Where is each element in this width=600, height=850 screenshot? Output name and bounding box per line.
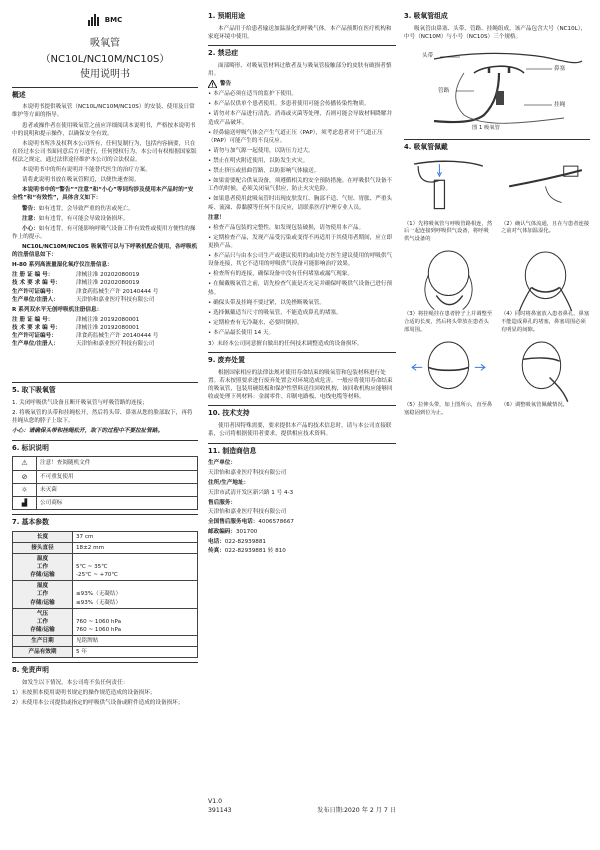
wearing-step-3 <box>404 247 493 335</box>
device-h80 <box>12 261 198 304</box>
figure-1-caption: 图 1 吸氧管 <box>472 125 500 132</box>
manufacturer-block <box>208 459 396 557</box>
doc-subtitle: 使用说明书 <box>80 69 130 80</box>
removal-heading: 5. 取下吸氧管 <box>12 382 198 396</box>
disclaimer-item-1: 1）未按照本使用说明书规定的操作规范造成的设备损坏； <box>12 690 156 697</box>
mf-line: 天津怡和嘉业医疗科技有限公司 <box>208 470 287 477</box>
mf-line: 电话：022-82939881 <box>208 538 266 545</box>
logo-bars-icon <box>88 14 102 26</box>
manufacturer-heading: 11. 制造商信息 <box>208 443 396 457</box>
column-middle <box>208 8 396 557</box>
disclaimer-intro: 如发生以下情况，本公司将不负任何责任： <box>22 680 129 687</box>
symbol-text: 公司商标 <box>37 496 198 509</box>
column-left <box>12 8 198 709</box>
table-row <box>13 496 198 509</box>
warning-item: • 禁止挤压或扭曲管路，以防影响气体输送。 <box>208 168 320 175</box>
disclaimer-item-2: 2）未使用本公司提供或指定的呼吸供气设备或附件造成的设备损坏； <box>12 700 184 707</box>
warning-icon: ⚠ <box>13 457 37 470</box>
warning-item: • 如果患者使用此吸氧管时出现皮肤发红、胸部不适、气短、胃胀、严重头疼、流涕、鼻黏膜等任何不良反应，请联系医疗护理专业人员。 <box>208 196 393 211</box>
symbol-text: 不可重复使用 <box>37 470 198 483</box>
note-item: • 检查产品包装的完整性，如发现包装破损，请勿使用本产品。 <box>208 224 365 231</box>
wearing-caption-6: （6）调整吸氧管佩戴情况。 <box>501 402 568 409</box>
disclaimer-heading: 8. 免责声明 <box>12 662 198 676</box>
warning-item: • 如果需要配合供氧设备，须遵循相关的安全预防措施。在呼吸供气设备不工作的时候，必须关闭氧气供应，防止火灾危险。 <box>208 178 393 193</box>
table-row: 气压 工作 存储/运输 760 ~ 1060 hPa 760 ~ 1060 hPa <box>13 608 198 635</box>
reg-row: 技 术 要 求 编 号： 津械注准 20202080019 <box>12 280 140 287</box>
no-reuse-icon: ⊘ <box>13 470 37 483</box>
wearing-heading: 4. 吸氧管佩戴 <box>404 139 590 153</box>
label-headband: 头带 <box>422 53 434 60</box>
airflow-check-figure <box>501 156 590 221</box>
wearing-step-5 <box>404 337 493 417</box>
note-item: • 确保头带及挂绳不要过紧，以免挫断吸氧管。 <box>208 299 325 306</box>
wearing-row-1 <box>404 156 590 244</box>
table-row: 温度 工作 存储/运输 5℃ ~ 35℃ -25℃ ~ +70℃ <box>13 554 198 581</box>
contra-text: 面部畸形、对吸氧管材料过敏者及与吸氧管接触部分的皮肤有破损者慎用。 <box>208 62 392 78</box>
overview-p0: 本说明书提供吸氧管（NC10L/NC10M/NC10S）的安装、使用及日常维护等方面的指导。 <box>12 104 195 119</box>
warning-item: • 请勿对本产品进行清洗、消毒或灭菌等处理，否则可能会导致材料降解并造成产品破坏。 <box>208 111 393 126</box>
footer-code: 391143 <box>208 806 232 814</box>
disposal-heading: 9. 废弃处置 <box>208 352 396 366</box>
column-right <box>404 8 590 420</box>
params-heading: 7. 基本参数 <box>12 514 198 528</box>
mf-line: 传真：022-82939881 转 810 <box>208 548 286 555</box>
footer-version: V1.0 <box>208 798 223 805</box>
overview-p2: 本说明书所涉及权利本公司所有，任何复制行为，包括内容摘要，只在在经过本公司书面同意后方可进行，任何授权行为，本公司有权根据国家版权法之规定，通过法律途径维护本公司的合法权益。 <box>12 140 197 163</box>
non-sterile-icon: ☼ <box>13 483 37 496</box>
table-row <box>13 470 198 483</box>
wearing-caption-4: （4）同时将鼻塞放入患者鼻孔，鼻塞不能造成鼻孔的堵塞，鼻塞周围必须有明显的间隙。 <box>501 311 590 333</box>
reg-row: 生产单位/注册人： 天津怡和嘉业医疗科技有限公司 <box>12 296 155 303</box>
symbols-heading: 6. 标识说明 <box>12 440 198 454</box>
mf-line: 生产单位： <box>208 460 236 467</box>
brand-text: BMC <box>104 15 123 24</box>
wearing-caption-3: （3）将挂绳挂在患者脖子上并调整至合适的长度，然后将头带放在患者头部周围。 <box>404 311 493 333</box>
nasal-prong-figure <box>501 247 590 312</box>
mf-line: 邮政编码：301700 <box>208 528 258 535</box>
symbols-table <box>12 456 198 510</box>
composition-heading: 3. 吸氧管组成 <box>404 12 448 20</box>
removal-step-1: 1. 关闭呼吸供气设备且断开吸氧管与呼吸管路的连接； <box>12 400 148 407</box>
techsupport-text: 使用者因特殊需要，要求提供本产品的技术信息时，请与本公司直接联系，公司将根据使用者要求，提供相应技术资料。 <box>208 423 392 438</box>
footer-date: 发布日期:2020 年 2 月 7 日 <box>317 806 396 814</box>
mf-line: 全国售后服务电话：4006578667 <box>208 519 294 526</box>
label-nasal: 鼻塞 <box>554 66 566 73</box>
warning-item: • 禁止在明火附近使用，以防发生火灾。 <box>208 158 309 164</box>
wearing-row-3 <box>404 337 590 417</box>
reg-row: 注 册 证 编 号： 津械注准 20192080001 <box>12 316 140 323</box>
figure-1 <box>404 43 590 135</box>
wearing-row-2 <box>404 247 590 335</box>
reg-row: 生产单位/注册人： 天津怡和嘉业医疗科技有限公司 <box>12 341 155 348</box>
note-item: • 检查所有的连接，确保设备中没有任何堵塞或漏气现象。 <box>208 271 353 278</box>
compat-note: NC10L/NC10M/NC10S 吸氧管可以与下呼吸机配合使用，各呼吸机的注册信息如下： <box>12 243 198 259</box>
warning-icon <box>208 80 217 88</box>
intended-text: 本产品用于给患者输送加温湿化的呼吸气体。本产品预期在医疗机构和家庭环境中使用。 <box>208 25 392 40</box>
disposal-text: 根据国家相应的法律法规对使用寿命结束的吸氧管和包装材料进行处置。若未按照要求进行废弃处置会对环境造成危害。一般应将使用寿命结束的吸氧管，包装用硬纸板和保护性塑料送往回收机构，该回收机构应能够回收或处理下列材料：金属零件、印制电路板、电线电缆等材料。 <box>208 370 393 401</box>
def-note: 注意：如有违背，有可能会导致设备损坏。 <box>22 215 129 222</box>
removal-caution: 小心：请确保头带和挂绳松开，取下的过程中不要拉扯管路。 <box>12 428 164 435</box>
overview-heading: 概述 <box>12 87 198 101</box>
footer-row <box>208 807 396 816</box>
headband-stretch-figure <box>404 337 493 402</box>
composition-text: 吸氧管由鼻塞、头带、管路、挂绳组成，该产品包含大号（NC10L），中号（NC10M）与小号（NC10S）三个规格。 <box>404 25 587 40</box>
disclaimer-item-3: 3）未经本公司同意擅自做出的任何技术调整造成的设备损坏。 <box>208 341 363 348</box>
note-item: • 在佩戴吸氧管之前，请先检查气流是否充足并确保呼吸供气设备已进行预热。 <box>208 281 393 296</box>
table-row: 产品有效期 5 年 <box>13 647 198 658</box>
overview-p1: 患者或操作者在使用吸氧管之前应详细阅读本说明书，严格按本说明书中的说明和提示操作，以确保安全有效。 <box>12 122 196 137</box>
symbol-text: 注意！查阅随机文件 <box>37 457 198 470</box>
brand-logo <box>12 14 198 26</box>
intended-heading: 1. 预期用途 <box>208 12 245 20</box>
tube-connection-figure <box>404 156 493 221</box>
label-lanyard: 挂绳 <box>554 102 566 109</box>
device-r <box>12 306 198 349</box>
adjust-fit-figure <box>501 337 590 402</box>
warning-item: • 经鼻输送呼吸气体会产生气道正压（PAP），须考虑患者对于气道正压（PAP）可能产生的不良反应。 <box>208 129 383 144</box>
table-row <box>13 457 198 470</box>
wearing-caption-2: （2）确认气体流通，且在与患者连接之前对气体加温湿化。 <box>501 220 590 235</box>
params-table <box>12 531 198 658</box>
mf-line: 住所/生产地址： <box>208 479 250 486</box>
wearing-caption-1: （1）先将吸氧管与呼吸管路相连，然后一起连接到呼吸供气设备，将呼吸供气设备的 <box>404 220 493 242</box>
trademark-icon: ▟ <box>13 496 37 509</box>
def-caution: 小心：如有违背，有可能影响呼吸气设备工作有效性或使用方便性的操作上的提示。 <box>12 225 196 240</box>
warning-item: • 本产品必须在适当的监护下使用。 <box>208 91 297 98</box>
reg-row: 注 册 证 编 号： 津械注准 20202080019 <box>12 272 140 279</box>
device-r-name: R 系列双水平无创呼吸机注册信息： <box>12 306 103 313</box>
reg-row: 技 术 要 求 编 号： 津械注准 20192080001 <box>12 324 140 331</box>
device-h80-name: H-80 系列高流量湿化氧疗仪注册信息： <box>12 262 113 269</box>
mf-line: 天津怡和嘉业医疗科技有限公司 <box>208 509 287 516</box>
note-item: • 本产品只与由本公司生产或建议使用的或由处方医生建议使用的呼吸供气设备连接，其它不适用的呼吸供气设备可能影响治疗效果。 <box>208 253 393 268</box>
note-heading: 注意！ <box>208 214 225 221</box>
table-row: 接头直径 18±2 mm <box>13 542 198 553</box>
overview-emphasis: 本说明书中的“警告”“注意”和“小心”等词均涉及使用本产品时的“安全性”和“有效性”，具体含义如下： <box>12 187 194 202</box>
warning-banner <box>208 80 396 88</box>
def-warning: 警告：如有违背，会导致严重的伤害或死亡。 <box>22 205 134 212</box>
table-row <box>13 483 198 496</box>
wearing-step-1 <box>404 156 493 244</box>
wearing-step-6 <box>501 337 590 417</box>
wearing-caption-5: （5）拉伸头带，如上图所示，直至鼻塞稳固到位为止。 <box>404 402 493 416</box>
mf-line: 售后服务： <box>208 499 236 506</box>
note-item: • 本产品最长使用 14 天。 <box>208 329 275 336</box>
note-item: • 定期检查产品，发现产品受污染或变得不再适用于其使用者期间，应立即更换产品。 <box>208 234 393 249</box>
warning-heading: 警告 <box>220 81 232 88</box>
contra-heading: 2. 禁忌症 <box>208 45 396 59</box>
note-item: • 选择佩戴适当尺寸的吸氧管，不能造成鼻孔的堵塞。 <box>208 309 342 316</box>
techsupport-heading: 10. 技术支持 <box>208 405 396 419</box>
reg-row: 生产许可证编号： 津食药监械生产许 20140444 号 <box>12 333 159 340</box>
table-row: 长度 37 cm <box>13 531 198 542</box>
table-row: 生产日期 见铭牌贴 <box>13 636 198 647</box>
table-row: 湿度 工作 存储/运输 ≤93%（无凝结） ≤93%（无凝结） <box>13 581 198 608</box>
symbol-text: 未灭菌 <box>37 483 198 496</box>
mf-line: 天津市武清开发区新兴路 1 号 4-3 <box>208 489 294 496</box>
doc-title: 吸氧管 <box>90 38 120 49</box>
warning-item: • 请勿与加气源一起使用，以防压力过大。 <box>208 147 314 154</box>
wearing-step-2 <box>501 156 590 244</box>
removal-step-2: 2. 将吸氧管的头带和挂绳松开，然后将头带、鼻塞从您的脸部取下，再将挂绳从您的脖子上取下。 <box>12 410 193 425</box>
warning-item: • 本产品仅供单个患者使用。多患者使用可能会传播传染性物质。 <box>208 101 370 108</box>
reg-row: 生产许可证编号： 津食药监械生产许 20140444 号 <box>12 288 159 295</box>
doc-models: （NC10L/NC10M/NC10S） <box>40 53 170 65</box>
overview-p4: 请将此说明书放在吸氧管附近，以便快速查阅。 <box>22 177 140 184</box>
label-tube: 管路 <box>438 88 450 95</box>
overview-p3: 本说明书中的所有说明并不能替代医生的治疗方案。 <box>22 167 151 174</box>
note-item: • 定期检查有无冷凝水，必要时倒掉。 <box>208 319 303 326</box>
lanyard-figure <box>404 247 493 312</box>
doc-title-block <box>12 36 198 83</box>
footer <box>208 798 396 815</box>
wearing-step-4 <box>501 247 590 335</box>
